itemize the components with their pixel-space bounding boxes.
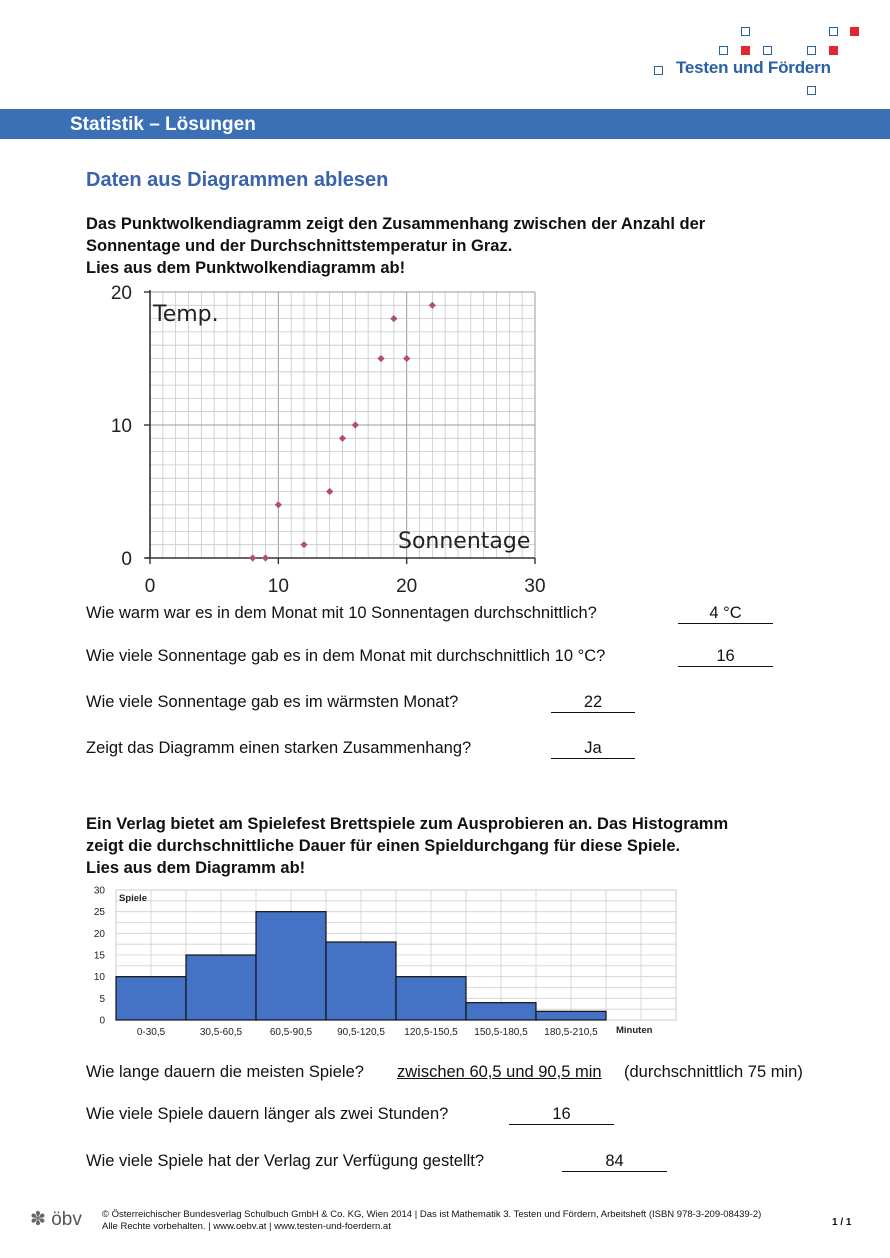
histogram-category-label: 0-30,5: [136, 1027, 166, 1038]
histogram-bar: [396, 977, 466, 1020]
scatter-y-tick-label: 0: [121, 549, 132, 570]
histogram-bar: [116, 977, 186, 1020]
histogram-tick-labels: [94, 886, 106, 1027]
task1-question-4: Zeigt das Diagramm einen starken Zusammenhang?: [86, 739, 472, 757]
scatter-x-label: Sonnentage: [398, 529, 531, 554]
scatter-y-tick-label: 10: [110, 416, 132, 437]
task1-answer-4: Ja: [551, 738, 635, 759]
task2-question-2: Wie viele Spiele dauern länger als zwei Stunden?: [86, 1105, 449, 1123]
task1-intro: [86, 213, 806, 279]
publisher-logo-text: öbv: [51, 1209, 82, 1230]
histogram-y-tick-label: 15: [93, 950, 105, 962]
histogram-category-labels: [137, 1027, 598, 1038]
task1-answer-2: 16: [678, 646, 773, 667]
brand-name: Testen und Fördern: [676, 58, 831, 77]
task1-answer-1: 4 °C: [678, 603, 773, 624]
scatter-chart: [95, 280, 555, 600]
histogram-bar: [186, 955, 256, 1020]
task2-question-1: Wie lange dauern die meisten Spiele?: [86, 1063, 364, 1081]
task1-intro-line: Lies aus dem Punktwolkendiagramm ab!: [86, 259, 406, 277]
task2-intro: [86, 813, 806, 879]
scatter-grid: [150, 292, 535, 558]
histogram-category-label: 150,5-180,5: [474, 1027, 528, 1038]
histogram-category-label: 180,5-210,5: [544, 1027, 598, 1038]
section-title: Daten aus Diagrammen ablesen: [86, 169, 389, 191]
publisher-logo: [30, 1208, 82, 1231]
task2-answer-1-note: (durchschnittlich 75 min): [624, 1063, 803, 1081]
task2-intro-line: zeigt die durchschnittliche Dauer für einen Spieldurchgang für diese Spiele.: [86, 837, 681, 855]
task2-answer-3: 84: [562, 1151, 667, 1172]
histogram-bar: [466, 1003, 536, 1020]
page-number: 1 / 1: [832, 1217, 852, 1228]
task1-question-2: Wie viele Sonnentage gab es in dem Monat mit durchschnittlich 10 °C?: [86, 647, 606, 665]
histogram-y-label: Spiele: [119, 893, 147, 904]
histogram-y-tick-label: 30: [93, 885, 105, 897]
histogram-category-label: 120,5-150,5: [404, 1027, 458, 1038]
task2-question-3: Wie viele Spiele hat der Verlag zur Verfügung gestellt?: [86, 1152, 485, 1170]
histogram-category-label: 30,5-60,5: [199, 1027, 243, 1038]
histogram-y-tick-label: 20: [93, 928, 105, 940]
histogram-x-label: Minuten: [616, 1025, 653, 1036]
scatter-y-tick-label: 20: [110, 283, 132, 304]
histogram-y-tick-label: 0: [99, 1015, 105, 1027]
histogram-category-label: 90,5-120,5: [337, 1027, 385, 1038]
scatter-y-label: Temp.: [153, 302, 219, 327]
histogram-bar: [256, 912, 326, 1020]
histogram-bar: [536, 1011, 606, 1020]
histogram-category-label: 60,5-90,5: [269, 1027, 313, 1038]
scatter-x-tick-label: 0: [144, 576, 156, 597]
histogram-chart: [86, 880, 686, 1042]
task2-intro-line: Ein Verlag bietet am Spielefest Brettspiele zum Ausprobieren an. Das Histogramm: [86, 815, 729, 833]
histogram-y-tick-label: 25: [93, 907, 105, 919]
histogram-y-tick-label: 5: [99, 993, 105, 1005]
task2-intro-line: Lies aus dem Diagramm ab!: [86, 859, 306, 877]
footer-copyright: © Österreichischer Bundesverlag Schulbuch GmbH & Co. KG, Wien 2014 | Das ist Mathematik 3. Testen und Fördern, Arbeitsheft (ISBN 978-3-209-08439-2): [102, 1209, 762, 1220]
scatter-x-tick-label: 10: [267, 576, 289, 597]
task2-answer-2: 16: [509, 1104, 614, 1125]
histogram-y-tick-label: 10: [93, 972, 105, 984]
task2-answer-1: zwischen 60,5 und 90,5 min: [397, 1063, 602, 1081]
flower-icon: ✽: [30, 1209, 46, 1230]
task1-intro-line: Das Punktwolkendiagramm zeigt den Zusammenhang zwischen der Anzahl der: [86, 215, 706, 233]
task1-intro-line: Sonnentage und der Durchschnittstemperatur in Graz.: [86, 237, 513, 255]
task1-answer-3: 22: [551, 692, 635, 713]
footer-links: Alle Rechte vorbehalten. | www.oebv.at | www.testen-und-foerdern.at: [102, 1221, 391, 1232]
scatter-x-tick-label: 30: [524, 576, 546, 597]
scatter-x-tick-label: 20: [396, 576, 418, 597]
page-title: Statistik – Lösungen: [70, 114, 256, 135]
task1-question-3: Wie viele Sonnentage gab es im wärmsten Monat?: [86, 693, 459, 711]
task1-question-1: Wie warm war es in dem Monat mit 10 Sonnentagen durchschnittlich?: [86, 604, 597, 622]
histogram-bar: [326, 942, 396, 1020]
